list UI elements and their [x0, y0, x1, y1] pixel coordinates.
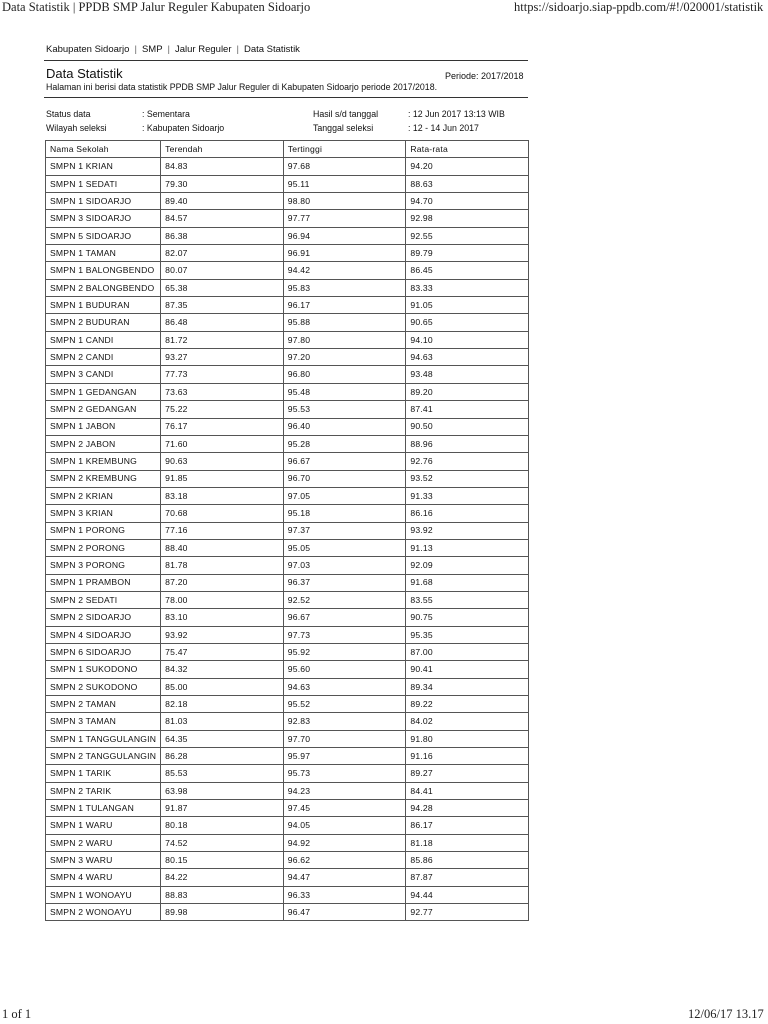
cell-rata-rata: 87.41 [406, 401, 529, 418]
cell-nama-sekolah: SMPN 4 SIDOARJO [46, 626, 161, 643]
table-row [46, 193, 529, 210]
cell-terendah: 65.38 [161, 279, 284, 296]
cell-rata-rata: 92.09 [406, 557, 529, 574]
header-terendah: Terendah [161, 141, 284, 158]
cell-tertinggi: 96.17 [283, 297, 406, 314]
table-row [46, 800, 529, 817]
cell-tertinggi: 96.40 [283, 418, 406, 435]
cell-terendah: 84.83 [161, 158, 284, 175]
cell-terendah: 86.38 [161, 227, 284, 244]
table-row [46, 730, 529, 747]
table-row [46, 661, 529, 678]
cell-tertinggi: 96.80 [283, 366, 406, 383]
cell-terendah: 70.68 [161, 505, 284, 522]
cell-tertinggi: 96.91 [283, 245, 406, 262]
cell-terendah: 84.22 [161, 869, 284, 886]
cell-nama-sekolah: SMPN 2 TAMAN [46, 696, 161, 713]
cell-tertinggi: 95.73 [283, 765, 406, 782]
wilayah-label: Wilayah seleksi [46, 123, 107, 133]
cell-rata-rata: 94.10 [406, 331, 529, 348]
table-row [46, 297, 529, 314]
table-row [46, 418, 529, 435]
cell-tertinggi: 95.92 [283, 643, 406, 660]
table-row [46, 470, 529, 487]
cell-terendah: 85.53 [161, 765, 284, 782]
cell-rata-rata: 92.55 [406, 227, 529, 244]
cell-terendah: 83.18 [161, 487, 284, 504]
table-row [46, 401, 529, 418]
table-row [46, 366, 529, 383]
cell-tertinggi: 94.23 [283, 782, 406, 799]
cell-nama-sekolah: SMPN 3 WARU [46, 852, 161, 869]
divider [44, 97, 528, 98]
print-page-title: Data Statistik | PPDB SMP Jalur Reguler Kabupaten Sidoarjo [2, 0, 311, 14]
table-row [46, 279, 529, 296]
cell-terendah: 75.22 [161, 401, 284, 418]
breadcrumb-smp[interactable]: SMP [141, 44, 163, 55]
cell-nama-sekolah: SMPN 1 SIDOARJO [46, 193, 161, 210]
cell-rata-rata: 92.98 [406, 210, 529, 227]
cell-tertinggi: 96.70 [283, 470, 406, 487]
cell-terendah: 81.72 [161, 331, 284, 348]
cell-nama-sekolah: SMPN 2 BALONGBENDO [46, 279, 161, 296]
cell-rata-rata: 87.00 [406, 643, 529, 660]
cell-tertinggi: 94.92 [283, 834, 406, 851]
cell-nama-sekolah: SMPN 2 JABON [46, 435, 161, 452]
cell-tertinggi: 95.48 [283, 383, 406, 400]
cell-rata-rata: 94.70 [406, 193, 529, 210]
cell-nama-sekolah: SMPN 6 SIDOARJO [46, 643, 161, 660]
page-number: 1 of 1 [2, 1007, 32, 1021]
cell-rata-rata: 83.55 [406, 591, 529, 608]
cell-terendah: 88.83 [161, 886, 284, 903]
print-header [0, 0, 768, 16]
cell-terendah: 73.63 [161, 383, 284, 400]
breadcrumb-separator: | [167, 44, 170, 55]
table-row [46, 817, 529, 834]
table-row [46, 505, 529, 522]
cell-terendah: 71.60 [161, 435, 284, 452]
cell-rata-rata: 92.76 [406, 453, 529, 470]
cell-tertinggi: 92.83 [283, 713, 406, 730]
cell-terendah: 93.27 [161, 349, 284, 366]
cell-tertinggi: 97.45 [283, 800, 406, 817]
table-row [46, 852, 529, 869]
tanggal-value: : 12 - 14 Jun 2017 [408, 123, 479, 133]
table-row [46, 904, 529, 921]
cell-nama-sekolah: SMPN 3 PORONG [46, 557, 161, 574]
cell-nama-sekolah: SMPN 5 SIDOARJO [46, 227, 161, 244]
cell-nama-sekolah: SMPN 2 WONOAYU [46, 904, 161, 921]
cell-terendah: 81.03 [161, 713, 284, 730]
status-value: : Sementara [142, 109, 190, 119]
cell-tertinggi: 95.53 [283, 401, 406, 418]
table-row [46, 609, 529, 626]
table-row [46, 713, 529, 730]
cell-nama-sekolah: SMPN 3 KRIAN [46, 505, 161, 522]
table-row [46, 748, 529, 765]
cell-nama-sekolah: SMPN 2 KRIAN [46, 487, 161, 504]
cell-tertinggi: 96.47 [283, 904, 406, 921]
cell-nama-sekolah: SMPN 1 TAMAN [46, 245, 161, 262]
cell-nama-sekolah: SMPN 1 BALONGBENDO [46, 262, 161, 279]
table-row [46, 349, 529, 366]
cell-nama-sekolah: SMPN 2 KREMBUNG [46, 470, 161, 487]
breadcrumb-current: Data Statistik [243, 44, 300, 55]
cell-nama-sekolah: SMPN 1 BUDURAN [46, 297, 161, 314]
cell-nama-sekolah: SMPN 1 PORONG [46, 522, 161, 539]
cell-nama-sekolah: SMPN 2 PORONG [46, 539, 161, 556]
cell-tertinggi: 97.05 [283, 487, 406, 504]
cell-terendah: 85.00 [161, 678, 284, 695]
table-row [46, 782, 529, 799]
cell-tertinggi: 95.52 [283, 696, 406, 713]
cell-nama-sekolah: SMPN 3 CANDI [46, 366, 161, 383]
cell-nama-sekolah: SMPN 1 GEDANGAN [46, 383, 161, 400]
cell-tertinggi: 97.73 [283, 626, 406, 643]
cell-tertinggi: 96.67 [283, 453, 406, 470]
cell-nama-sekolah: SMPN 1 TANGGULANGIN [46, 730, 161, 747]
cell-rata-rata: 90.50 [406, 418, 529, 435]
cell-tertinggi: 92.52 [283, 591, 406, 608]
cell-tertinggi: 97.68 [283, 158, 406, 175]
table-row [46, 487, 529, 504]
table-row [46, 175, 529, 192]
cell-terendah: 87.35 [161, 297, 284, 314]
table-row [46, 626, 529, 643]
table-row [46, 834, 529, 851]
cell-rata-rata: 89.79 [406, 245, 529, 262]
cell-rata-rata: 88.96 [406, 435, 529, 452]
cell-rata-rata: 84.02 [406, 713, 529, 730]
cell-terendah: 91.85 [161, 470, 284, 487]
table-row [46, 557, 529, 574]
table-row [46, 539, 529, 556]
cell-terendah: 63.98 [161, 782, 284, 799]
cell-terendah: 80.07 [161, 262, 284, 279]
cell-nama-sekolah: SMPN 2 CANDI [46, 349, 161, 366]
divider [44, 60, 528, 61]
cell-terendah: 82.07 [161, 245, 284, 262]
cell-rata-rata: 91.16 [406, 748, 529, 765]
table-row [46, 643, 529, 660]
cell-nama-sekolah: SMPN 1 KRIAN [46, 158, 161, 175]
cell-rata-rata: 84.41 [406, 782, 529, 799]
cell-tertinggi: 95.11 [283, 175, 406, 192]
cell-rata-rata: 86.16 [406, 505, 529, 522]
cell-terendah: 86.48 [161, 314, 284, 331]
cell-terendah: 75.47 [161, 643, 284, 660]
cell-terendah: 81.78 [161, 557, 284, 574]
cell-terendah: 80.15 [161, 852, 284, 869]
cell-nama-sekolah: SMPN 2 SIDOARJO [46, 609, 161, 626]
cell-rata-rata: 94.44 [406, 886, 529, 903]
cell-tertinggi: 96.94 [283, 227, 406, 244]
cell-rata-rata: 92.77 [406, 904, 529, 921]
table-body [46, 158, 529, 921]
print-footer [0, 1007, 768, 1023]
cell-rata-rata: 85.86 [406, 852, 529, 869]
cell-rata-rata: 94.28 [406, 800, 529, 817]
table-row [46, 886, 529, 903]
cell-terendah: 83.10 [161, 609, 284, 626]
cell-terendah: 89.40 [161, 193, 284, 210]
cell-nama-sekolah: SMPN 1 PRAMBON [46, 574, 161, 591]
table-row [46, 678, 529, 695]
table-row [46, 331, 529, 348]
table-row [46, 210, 529, 227]
hasil-value: : 12 Jun 2017 13:13 WIB [408, 109, 505, 119]
cell-tertinggi: 97.03 [283, 557, 406, 574]
cell-nama-sekolah: SMPN 2 SEDATI [46, 591, 161, 608]
cell-terendah: 88.40 [161, 539, 284, 556]
breadcrumb-separator: | [134, 44, 137, 55]
cell-terendah: 87.20 [161, 574, 284, 591]
table-row [46, 522, 529, 539]
cell-terendah: 74.52 [161, 834, 284, 851]
print-datetime: 12/06/17 13.17 [688, 1007, 764, 1021]
cell-rata-rata: 95.35 [406, 626, 529, 643]
cell-rata-rata: 87.87 [406, 869, 529, 886]
cell-rata-rata: 90.75 [406, 609, 529, 626]
cell-tertinggi: 95.60 [283, 661, 406, 678]
cell-tertinggi: 97.37 [283, 522, 406, 539]
cell-terendah: 93.92 [161, 626, 284, 643]
cell-rata-rata: 90.65 [406, 314, 529, 331]
breadcrumb-jalur[interactable]: Jalur Reguler [175, 44, 232, 55]
table-row [46, 227, 529, 244]
cell-rata-rata: 90.41 [406, 661, 529, 678]
cell-rata-rata: 91.68 [406, 574, 529, 591]
cell-terendah: 91.87 [161, 800, 284, 817]
table-row [46, 158, 529, 175]
header-nama-sekolah: Nama Sekolah [46, 141, 161, 158]
cell-nama-sekolah: SMPN 1 WARU [46, 817, 161, 834]
header-rata-rata: Rata-rata [406, 141, 529, 158]
cell-rata-rata: 91.05 [406, 297, 529, 314]
cell-tertinggi: 95.83 [283, 279, 406, 296]
cell-tertinggi: 94.47 [283, 869, 406, 886]
table-row [46, 435, 529, 452]
cell-nama-sekolah: SMPN 1 SUKODONO [46, 661, 161, 678]
table-row [46, 383, 529, 400]
cell-rata-rata: 81.18 [406, 834, 529, 851]
cell-tertinggi: 97.70 [283, 730, 406, 747]
cell-rata-rata: 83.33 [406, 279, 529, 296]
cell-nama-sekolah: SMPN 3 SIDOARJO [46, 210, 161, 227]
cell-nama-sekolah: SMPN 1 TARIK [46, 765, 161, 782]
cell-terendah: 79.30 [161, 175, 284, 192]
table-row [46, 696, 529, 713]
page-description: Halaman ini berisi data statistik PPDB SMP Jalur Reguler di Kabupaten Sidoarjo periode 2017/2018. [46, 82, 438, 92]
cell-tertinggi: 95.97 [283, 748, 406, 765]
cell-nama-sekolah: SMPN 2 BUDURAN [46, 314, 161, 331]
cell-tertinggi: 96.33 [283, 886, 406, 903]
cell-nama-sekolah: SMPN 1 SEDATI [46, 175, 161, 192]
cell-nama-sekolah: SMPN 2 WARU [46, 834, 161, 851]
cell-tertinggi: 95.18 [283, 505, 406, 522]
table-row [46, 765, 529, 782]
cell-tertinggi: 95.28 [283, 435, 406, 452]
cell-rata-rata: 86.17 [406, 817, 529, 834]
breadcrumb [46, 44, 300, 55]
cell-rata-rata: 86.45 [406, 262, 529, 279]
statistics-table [45, 140, 529, 921]
cell-tertinggi: 95.88 [283, 314, 406, 331]
cell-rata-rata: 89.22 [406, 696, 529, 713]
cell-rata-rata: 91.33 [406, 487, 529, 504]
cell-rata-rata: 93.52 [406, 470, 529, 487]
header-tertinggi: Tertinggi [283, 141, 406, 158]
cell-tertinggi: 96.67 [283, 609, 406, 626]
cell-terendah: 86.28 [161, 748, 284, 765]
cell-tertinggi: 94.05 [283, 817, 406, 834]
cell-terendah: 77.16 [161, 522, 284, 539]
table-row [46, 869, 529, 886]
cell-nama-sekolah: SMPN 3 TAMAN [46, 713, 161, 730]
table-header-row [46, 141, 529, 158]
cell-tertinggi: 94.63 [283, 678, 406, 695]
cell-tertinggi: 98.80 [283, 193, 406, 210]
table-row [46, 314, 529, 331]
cell-rata-rata: 89.27 [406, 765, 529, 782]
print-page-url: https://sidoarjo.siap-ppdb.com/#!/020001/statistik [514, 0, 764, 14]
cell-tertinggi: 96.62 [283, 852, 406, 869]
cell-nama-sekolah: SMPN 2 TARIK [46, 782, 161, 799]
cell-terendah: 78.00 [161, 591, 284, 608]
cell-tertinggi: 97.20 [283, 349, 406, 366]
cell-terendah: 84.57 [161, 210, 284, 227]
cell-nama-sekolah: SMPN 1 JABON [46, 418, 161, 435]
cell-tertinggi: 94.42 [283, 262, 406, 279]
cell-nama-sekolah: SMPN 2 TANGGULANGIN [46, 748, 161, 765]
cell-rata-rata: 89.34 [406, 678, 529, 695]
periode-label: Periode: 2017/2018 [445, 71, 524, 81]
cell-terendah: 82.18 [161, 696, 284, 713]
table-row [46, 245, 529, 262]
cell-terendah: 89.98 [161, 904, 284, 921]
cell-nama-sekolah: SMPN 1 KREMBUNG [46, 453, 161, 470]
cell-rata-rata: 91.13 [406, 539, 529, 556]
status-label: Status data [46, 109, 91, 119]
cell-nama-sekolah: SMPN 2 SUKODONO [46, 678, 161, 695]
table-row [46, 262, 529, 279]
cell-rata-rata: 93.48 [406, 366, 529, 383]
cell-terendah: 64.35 [161, 730, 284, 747]
table-row [46, 591, 529, 608]
cell-rata-rata: 88.63 [406, 175, 529, 192]
wilayah-value: : Kabupaten Sidoarjo [142, 123, 225, 133]
cell-nama-sekolah: SMPN 1 WONOAYU [46, 886, 161, 903]
cell-terendah: 84.32 [161, 661, 284, 678]
cell-terendah: 77.73 [161, 366, 284, 383]
page-title: Data Statistik [46, 66, 123, 81]
cell-rata-rata: 94.20 [406, 158, 529, 175]
cell-rata-rata: 91.80 [406, 730, 529, 747]
breadcrumb-kabupaten[interactable]: Kabupaten Sidoarjo [46, 44, 130, 55]
cell-tertinggi: 96.37 [283, 574, 406, 591]
cell-nama-sekolah: SMPN 1 CANDI [46, 331, 161, 348]
cell-tertinggi: 95.05 [283, 539, 406, 556]
cell-nama-sekolah: SMPN 4 WARU [46, 869, 161, 886]
tanggal-label: Tanggal seleksi [313, 123, 374, 133]
cell-tertinggi: 97.77 [283, 210, 406, 227]
cell-rata-rata: 93.92 [406, 522, 529, 539]
cell-rata-rata: 89.20 [406, 383, 529, 400]
table-row [46, 574, 529, 591]
cell-tertinggi: 97.80 [283, 331, 406, 348]
cell-terendah: 76.17 [161, 418, 284, 435]
breadcrumb-separator: | [236, 44, 239, 55]
cell-nama-sekolah: SMPN 2 GEDANGAN [46, 401, 161, 418]
cell-terendah: 80.18 [161, 817, 284, 834]
table-row [46, 453, 529, 470]
cell-nama-sekolah: SMPN 1 TULANGAN [46, 800, 161, 817]
cell-terendah: 90.63 [161, 453, 284, 470]
cell-rata-rata: 94.63 [406, 349, 529, 366]
hasil-label: Hasil s/d tanggal [313, 109, 379, 119]
